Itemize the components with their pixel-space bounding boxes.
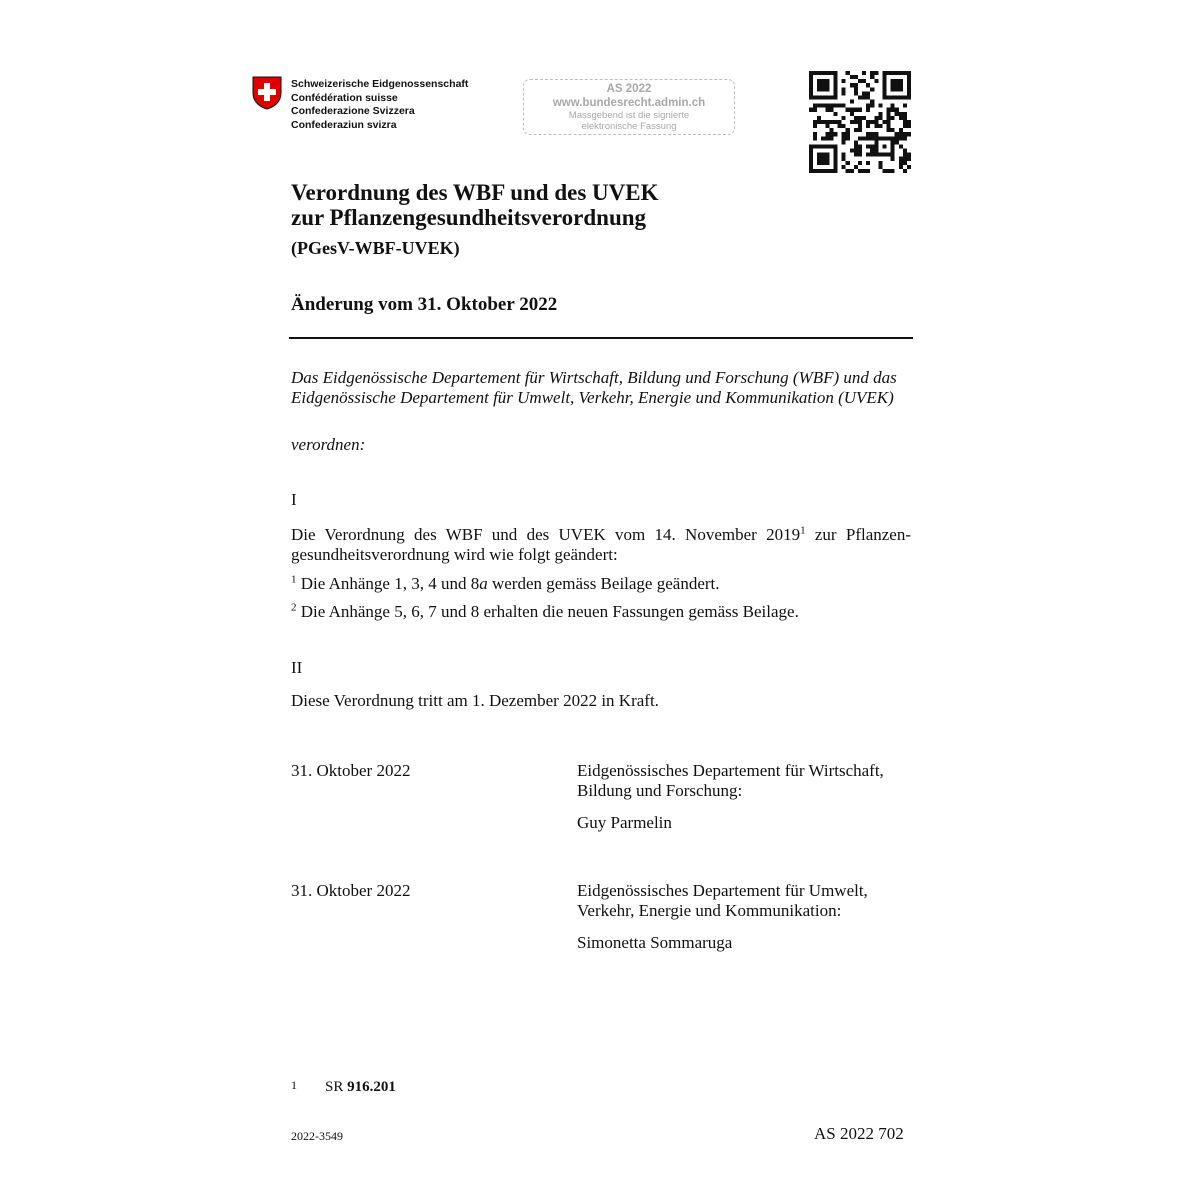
document-number: 2022-3549 [291, 1129, 343, 1143]
preamble: Das Eidgenössische Departement für Wirtschaft, Bildung und Forschung (WBF) und das Eidgenössische Departement für Umwelt, Verkehr, Energie und Kommunikation (UVEK) [291, 368, 897, 407]
title-divider [289, 337, 913, 339]
intro-text: zur Pflanzen- gesundheitsverordnung wird wie folgt geändert: [291, 525, 911, 564]
paragraph-text: Die Anhänge 5, 6, 7 und 8 erhalten die neuen Fassungen gemäss Beilage. [296, 602, 799, 621]
stamp-line: Massgebend ist die signierte [568, 110, 690, 121]
signature-date: 31. Oktober 2022 [291, 881, 411, 900]
document-title [291, 180, 658, 230]
section-heading: I [291, 490, 297, 509]
footnote-number: 1 [291, 1078, 297, 1092]
footnote-reference: 916.201 [347, 1079, 396, 1095]
stamp-line: AS 2022 [606, 83, 652, 95]
stamp-url: www.bundesrecht.admin.ch [552, 97, 706, 109]
confederation-line: Confédération suisse [291, 91, 398, 104]
footnote-text [325, 1079, 396, 1096]
paragraph-number: 1 [291, 573, 297, 586]
confederation-line: Confederazione Svizzera [291, 105, 415, 117]
title-line: zur Pflanzengesundheitsverordnung [291, 205, 647, 230]
signature-date: 31. Oktober 2022 [291, 761, 411, 780]
preamble-verb: verordnen: [291, 435, 366, 454]
paragraph-1 [291, 574, 911, 594]
footnote-ref: 1 [800, 524, 806, 537]
swiss-crest-icon [252, 76, 282, 110]
confederation-line: Schweizerische Eidgenossenschaft [291, 78, 469, 90]
paragraph-italic: a [479, 574, 488, 593]
title-line: Verordnung des WBF und des UVEK [291, 180, 659, 205]
amendment-date: Änderung vom 31. Oktober 2022 [291, 294, 558, 315]
signatory-name: Simonetta Sommaruga [577, 933, 733, 952]
paragraph-text: Die Anhänge 1, 3, 4 und 8 [296, 574, 480, 593]
paragraph-number: 2 [291, 601, 297, 614]
footnote-prefix: SR [325, 1079, 348, 1095]
paragraph-text: werden gemäss Beilage geändert. [487, 574, 720, 593]
official-compilation-number: AS 2022 702 [814, 1124, 904, 1143]
short-title: (PGesV-WBF-UVEK) [291, 238, 460, 258]
signature-authority: Eidgenössisches Departement für Umwelt, Verkehr, Energie und Kommunikation: [577, 881, 868, 920]
section-text: Diese Verordnung tritt am 1. Dezember 2022 in Kraft. [291, 691, 659, 710]
stamp-line: elektronische Fassung [581, 121, 677, 132]
signature-authority: Eidgenössisches Departement für Wirtschaft, Bildung und Forschung: [577, 761, 884, 800]
paragraph-2 [291, 602, 911, 622]
official-publication-stamp [523, 79, 735, 135]
section-intro [291, 525, 911, 565]
section-heading: II [291, 658, 303, 677]
intro-text: Die Verordnung des WBF und des UVEK vom 14. November 2019 [291, 525, 801, 544]
signatory-name: Guy Parmelin [577, 813, 672, 832]
qr-code-icon [809, 71, 911, 173]
confederation-names [291, 78, 468, 132]
confederation-line: Confederaziun svizra [291, 118, 397, 131]
